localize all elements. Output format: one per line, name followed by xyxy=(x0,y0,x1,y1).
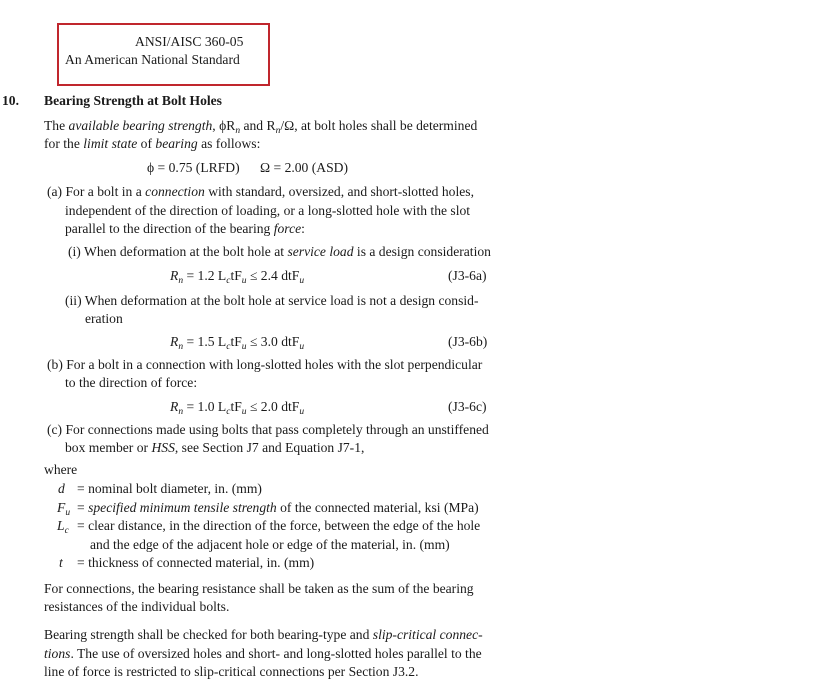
standard-header-box xyxy=(57,23,270,86)
intro-line-2: for the limit state of bearing as follows: xyxy=(44,136,261,151)
equation-j3-6c: $R_n = 1.0$ $L_ctF_u \le 2.0$ dtF$_u$ xyxy=(170,399,305,417)
symbol-fu: $F_u$ xyxy=(57,500,71,518)
case-c-line-1: (c) For connections made using bolts that pass completely through an unstiffened xyxy=(47,422,489,437)
paragraph-2-line-1: Bearing strength shall be checked for both bearing-type and slip-critical connec- xyxy=(44,627,483,642)
equation-number-j3-6c: (J3-6c) xyxy=(448,399,487,414)
symbol-lc: $L_c$ xyxy=(57,518,69,536)
paragraph-1-line-2: resistances of the individual bolts. xyxy=(44,599,230,614)
definition-fu: = specified minimum tensile strength of the connected material, ksi (MPa) xyxy=(77,500,479,515)
equation-number-j3-6b: (J3-6b) xyxy=(448,334,488,349)
case-a-sub-ii-line-2: eration xyxy=(85,311,123,326)
symbol-d: d xyxy=(58,481,65,496)
section-title: Bearing Strength at Bolt Holes xyxy=(44,93,222,108)
equation-j3-6a: $R_n = 1.2$ $L_ctF_u \le 2.4$ dtF$_u$ xyxy=(170,268,305,286)
definition-d: = nominal bolt diameter, in. (mm) xyxy=(77,481,262,496)
paragraph-1-line-1: For connections, the bearing resistance shall be taken as the sum of the bearing xyxy=(44,581,474,596)
standard-description: An American National Standard xyxy=(65,52,240,67)
definition-lc-line-1: = clear distance, in the direction of the force, between the edge of the hole xyxy=(77,518,481,533)
where-label: where xyxy=(44,462,78,477)
definition-lc-line-2: and the edge of the adjacent hole or edge of the material, in. (mm) xyxy=(90,537,450,552)
case-a-sub-ii-line-1: (ii) When deformation at the bolt hole at service load is not a design consid- xyxy=(65,293,479,308)
symbol-t: t xyxy=(59,555,63,570)
paragraph-2-line-2: tions. The use of oversized holes and short- and long-slotted holes parallel to the xyxy=(44,646,482,661)
case-a-line-3: parallel to the direction of the bearing force: xyxy=(65,221,305,236)
intro-line-1: The available bearing strength, $\phi R_n$ and $R_n/\Omega$, at bolt holes shall be determined xyxy=(44,118,478,136)
equation-j3-6b: $R_n = 1.5$ $L_ctF_u \le 3.0$ dtF$_u$ xyxy=(170,334,305,352)
equation-number-j3-6a: (J3-6a) xyxy=(448,268,487,283)
paragraph-2-line-3: line of force is restricted to slip-critical connections per Section J3.2. xyxy=(44,664,419,679)
resistance-factors: ϕ = 0.75 (LRFD) Ω = 2.00 (ASD) xyxy=(147,160,348,175)
standard-id: ANSI/AISC 360-05 xyxy=(135,34,244,49)
section-number: 10. xyxy=(2,93,19,108)
case-a-line-2: independent of the direction of loading, or a long-slotted hole with the slot xyxy=(65,203,471,218)
case-b-line-1: (b) For a bolt in a connection with long-slotted holes with the slot perpendicular xyxy=(47,357,483,372)
case-a-sub-i: (i) When deformation at the bolt hole at service load is a design consideration xyxy=(68,244,491,259)
definition-t: = thickness of connected material, in. (mm) xyxy=(77,555,315,570)
case-b-line-2: to the direction of force: xyxy=(65,375,198,390)
case-a-line-1: (a) For a bolt in a connection with standard, oversized, and short-slotted holes, xyxy=(47,184,474,199)
case-c-line-2: box member or HSS, see Section J7 and Equation J7-1, xyxy=(65,440,365,455)
